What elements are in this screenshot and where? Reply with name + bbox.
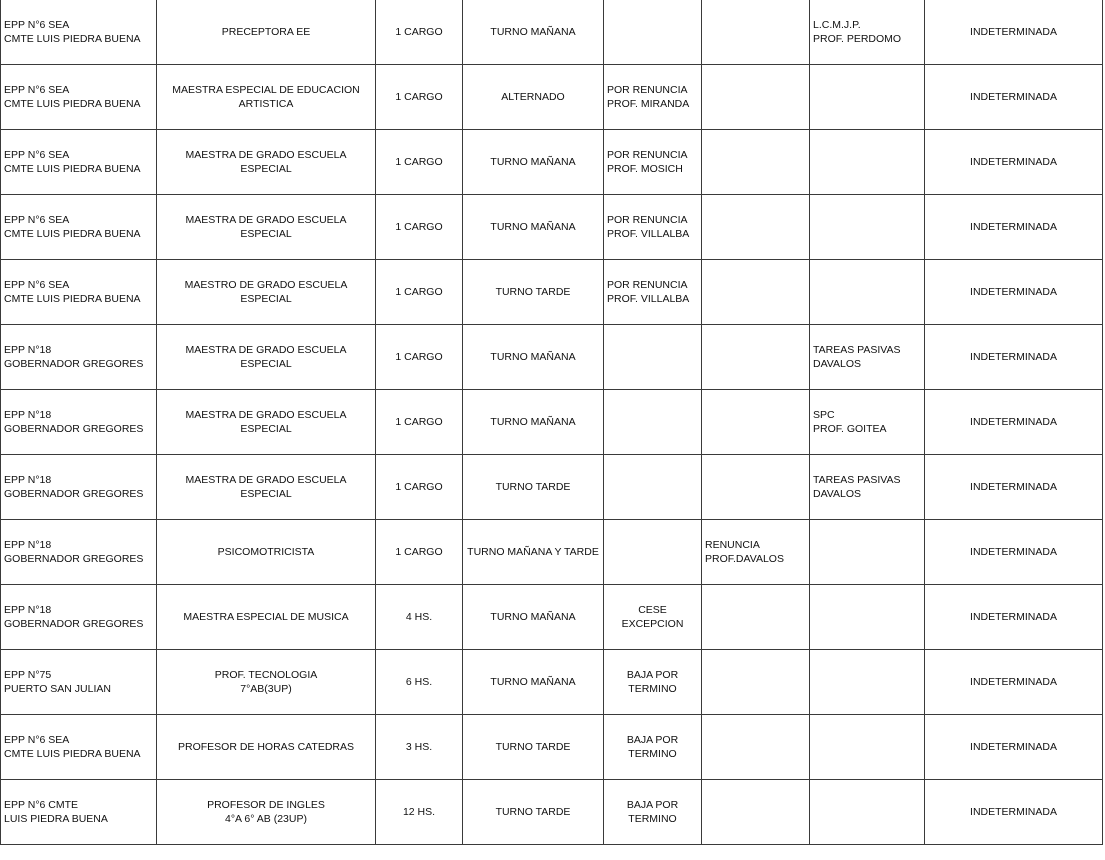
character-cell: INDETERMINADA [925,715,1103,780]
table-row [1,650,1103,715]
shift-cell: TURNO TARDE [463,780,604,845]
observation-cell [702,130,810,195]
shift-cell: TURNO MAÑANA [463,585,604,650]
reason-cell: POR RENUNCIA PROF. MIRANDA [604,65,702,130]
shift-cell: TURNO MAÑANA [463,130,604,195]
leave-cell: L.C.M.J.P. PROF. PERDOMO [810,0,925,65]
position-cell: PRECEPTORA EE [157,0,376,65]
position-cell: MAESTRA ESPECIAL DE EDUCACION ARTISTICA [157,65,376,130]
school-cell: EPP N°6 SEA CMTE LUIS PIEDRA BUENA [1,0,157,65]
shift-cell: TURNO TARDE [463,455,604,520]
reason-cell: POR RENUNCIA PROF. VILLALBA [604,195,702,260]
table-row [1,0,1103,65]
reason-cell [604,520,702,585]
character-cell: INDETERMINADA [925,650,1103,715]
leave-cell [810,585,925,650]
table-body [1,0,1103,845]
character-cell: INDETERMINADA [925,325,1103,390]
observation-cell [702,585,810,650]
observation-cell [702,195,810,260]
reason-cell: POR RENUNCIA PROF. MOSICH [604,130,702,195]
school-cell: EPP N°6 SEA CMTE LUIS PIEDRA BUENA [1,130,157,195]
school-cell: EPP N°18 GOBERNADOR GREGORES [1,390,157,455]
position-cell: MAESTRA DE GRADO ESCUELA ESPECIAL [157,130,376,195]
table-row [1,65,1103,130]
observation-cell [702,650,810,715]
leave-cell [810,195,925,260]
shift-cell: ALTERNADO [463,65,604,130]
table-row [1,260,1103,325]
shift-cell: TURNO MAÑANA [463,0,604,65]
quantity-cell: 12 HS. [376,780,463,845]
table-row [1,715,1103,780]
observation-cell [702,65,810,130]
school-cell: EPP N°18 GOBERNADOR GREGORES [1,325,157,390]
school-cell: EPP N°18 GOBERNADOR GREGORES [1,585,157,650]
reason-cell [604,390,702,455]
table-row [1,780,1103,845]
leave-cell [810,65,925,130]
school-cell: EPP N°18 GOBERNADOR GREGORES [1,520,157,585]
observation-cell [702,780,810,845]
observation-cell [702,715,810,780]
reason-cell [604,325,702,390]
table-row [1,390,1103,455]
quantity-cell: 4 HS. [376,585,463,650]
position-cell: PROF. TECNOLOGIA 7°AB(3UP) [157,650,376,715]
shift-cell: TURNO TARDE [463,260,604,325]
observation-cell [702,455,810,520]
quantity-cell: 1 CARGO [376,260,463,325]
school-cell: EPP N°6 SEA CMTE LUIS PIEDRA BUENA [1,260,157,325]
leave-cell [810,715,925,780]
observation-cell [702,325,810,390]
school-cell: EPP N°6 SEA CMTE LUIS PIEDRA BUENA [1,715,157,780]
character-cell: INDETERMINADA [925,520,1103,585]
school-cell: EPP N°18 GOBERNADOR GREGORES [1,455,157,520]
observation-cell [702,390,810,455]
leave-cell [810,130,925,195]
character-cell: INDETERMINADA [925,455,1103,520]
reason-cell: POR RENUNCIA PROF. VILLALBA [604,260,702,325]
table-row [1,195,1103,260]
leave-cell: TAREAS PASIVAS DAVALOS [810,455,925,520]
leave-cell: SPC PROF. GOITEA [810,390,925,455]
reason-cell: BAJA POR TERMINO [604,715,702,780]
table-row [1,130,1103,195]
quantity-cell: 1 CARGO [376,455,463,520]
leave-cell: TAREAS PASIVAS DAVALOS [810,325,925,390]
character-cell: INDETERMINADA [925,780,1103,845]
character-cell: INDETERMINADA [925,585,1103,650]
position-cell: MAESTRA DE GRADO ESCUELA ESPECIAL [157,390,376,455]
quantity-cell: 1 CARGO [376,520,463,585]
school-cell: EPP N°6 SEA CMTE LUIS PIEDRA BUENA [1,195,157,260]
observation-cell [702,0,810,65]
table-row [1,585,1103,650]
shift-cell: TURNO MAÑANA [463,650,604,715]
position-cell: MAESTRA DE GRADO ESCUELA ESPECIAL [157,455,376,520]
leave-cell [810,780,925,845]
position-cell: MAESTRA DE GRADO ESCUELA ESPECIAL [157,195,376,260]
character-cell: INDETERMINADA [925,65,1103,130]
character-cell: INDETERMINADA [925,0,1103,65]
character-cell: INDETERMINADA [925,390,1103,455]
position-cell: PROFESOR DE INGLES 4°A 6° AB (23UP) [157,780,376,845]
position-cell: MAESTRO DE GRADO ESCUELA ESPECIAL [157,260,376,325]
position-cell: MAESTRA ESPECIAL DE MUSICA [157,585,376,650]
observation-cell [702,260,810,325]
position-cell: PSICOMOTRICISTA [157,520,376,585]
quantity-cell: 1 CARGO [376,390,463,455]
quantity-cell: 1 CARGO [376,195,463,260]
shift-cell: TURNO TARDE [463,715,604,780]
observation-cell: RENUNCIA PROF.DAVALOS [702,520,810,585]
quantity-cell: 1 CARGO [376,65,463,130]
character-cell: INDETERMINADA [925,195,1103,260]
shift-cell: TURNO MAÑANA [463,195,604,260]
shift-cell: TURNO MAÑANA [463,325,604,390]
shift-cell: TURNO MAÑANA Y TARDE [463,520,604,585]
reason-cell [604,455,702,520]
table-row [1,455,1103,520]
quantity-cell: 1 CARGO [376,0,463,65]
school-cell: EPP N°6 CMTE LUIS PIEDRA BUENA [1,780,157,845]
school-cell: EPP N°75 PUERTO SAN JULIAN [1,650,157,715]
quantity-cell: 6 HS. [376,650,463,715]
character-cell: INDETERMINADA [925,130,1103,195]
reason-cell: BAJA POR TERMINO [604,780,702,845]
quantity-cell: 3 HS. [376,715,463,780]
position-cell: MAESTRA DE GRADO ESCUELA ESPECIAL [157,325,376,390]
reason-cell [604,0,702,65]
reason-cell: CESE EXCEPCION [604,585,702,650]
quantity-cell: 1 CARGO [376,325,463,390]
leave-cell [810,650,925,715]
leave-cell [810,520,925,585]
table-row [1,325,1103,390]
school-cell: EPP N°6 SEA CMTE LUIS PIEDRA BUENA [1,65,157,130]
character-cell: INDETERMINADA [925,260,1103,325]
quantity-cell: 1 CARGO [376,130,463,195]
table-row [1,520,1103,585]
reason-cell: BAJA POR TERMINO [604,650,702,715]
shift-cell: TURNO MAÑANA [463,390,604,455]
leave-cell [810,260,925,325]
position-cell: PROFESOR DE HORAS CATEDRAS [157,715,376,780]
